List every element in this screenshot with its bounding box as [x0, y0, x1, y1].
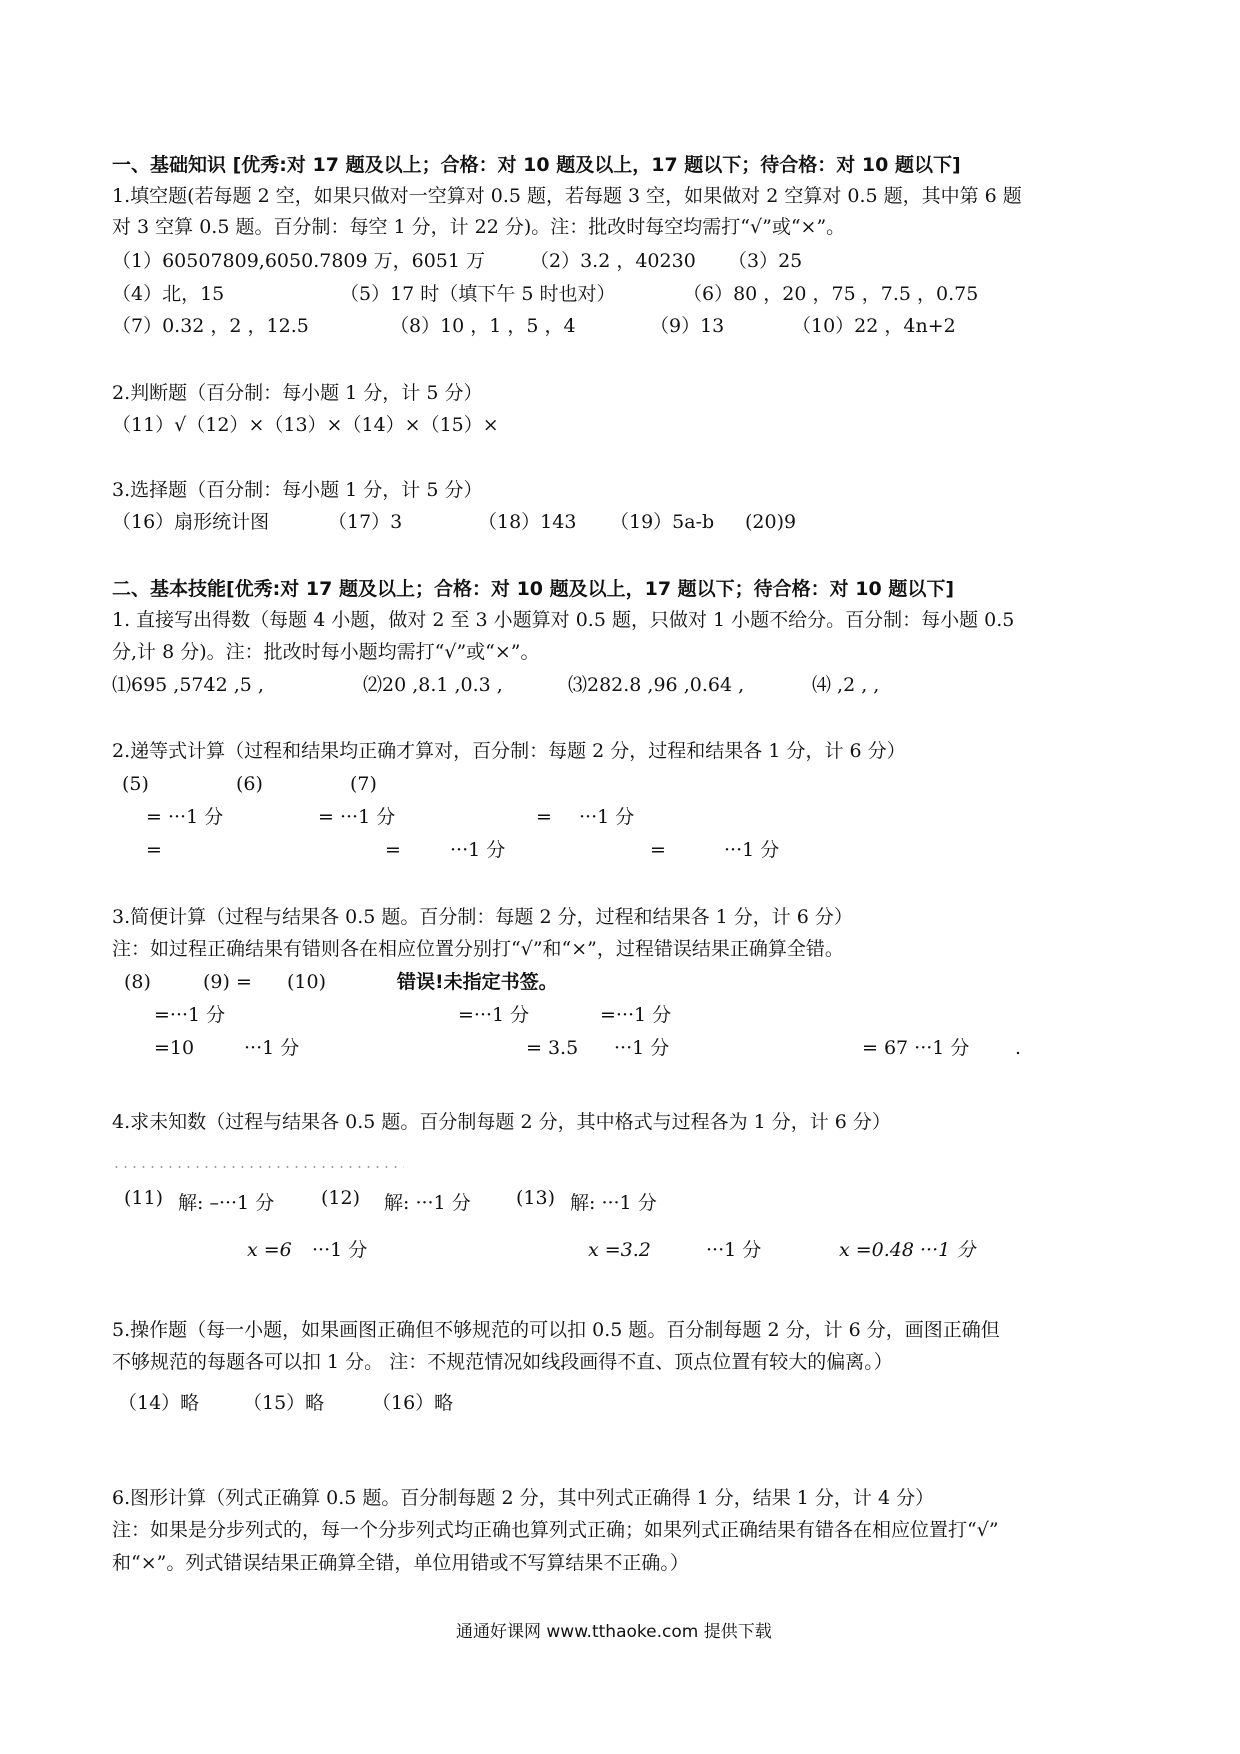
s2-q4-solution-13: 解: ···1 分 [570, 1192, 657, 1214]
s2-q4-result-11-points: ···1 分 [312, 1239, 368, 1261]
s2-q5-answer-15: （15）略 [243, 1392, 325, 1414]
s2-q2-row1-a: = ···1 分 [146, 806, 224, 828]
s2-q1-heading-line1: 1. 直接写出得数（每题 4 小题，做对 2 至 3 小题算对 0.5 题，只做对 1 小题不给分。百分制：每小题 0.5 [112, 609, 1015, 631]
dotted-line [112, 1166, 404, 1168]
s2-q2-row1-b: = ···1 分 [318, 806, 396, 828]
s2-q2-row2-c-eq: = [650, 839, 666, 861]
s2-q4-result-12: x =3.2 [588, 1239, 651, 1261]
q1-answer-5: （5）17 时（填下午 5 时也对） [340, 283, 616, 305]
q3-heading: 3.选择题（百分制：每小题 1 分，计 5 分） [112, 479, 483, 501]
s2-q3-row1-b: =···1 分 [458, 1004, 530, 1026]
q1-answer-8: （8）10 ，1 ，5 ，4 [390, 315, 576, 337]
s2-q2-label-7: (7) [350, 773, 377, 795]
s2-q3-row2-a: =10 [154, 1037, 195, 1059]
s2-q2-row1-c: ···1 分 [579, 806, 635, 828]
s2-q1-answer-2: ⑵20 ,8.1 ,0.3 , [363, 674, 503, 696]
q1-answer-4: （4）北，15 [112, 283, 225, 305]
s2-q4-solution-11: 解: –···1 分 [178, 1192, 275, 1214]
s2-q3-row2-b-points: ···1 分 [614, 1037, 670, 1059]
s2-q4-result-13: x =0.48 ···1 分 [839, 1239, 976, 1261]
q3-answer-19: （19）5a-b [610, 511, 715, 533]
s2-q4-label-13: (13) [516, 1187, 556, 1209]
q1-answer-7: （7）0.32 ，2 ，12.5 [112, 315, 309, 337]
s2-q3-label-10: (10) [287, 971, 327, 993]
s2-q2-row2-b: ···1 分 [450, 839, 506, 861]
q1-answer-1: （1）60507809,6050.7809 万，6051 万 [112, 250, 486, 272]
s2-q1-answer-1: ⑴695 ,5742 ,5 , [112, 674, 264, 696]
q1-answer-10: （10）22 ，4n+2 [792, 315, 956, 337]
s2-q2-label-6: (6) [236, 773, 263, 795]
s2-q3-row1-c: =···1 分 [600, 1004, 672, 1026]
s2-q5-answer-16: （16）略 [372, 1392, 454, 1414]
s2-q2-label-5: (5) [122, 773, 149, 795]
s2-q1-answer-4: ⑷ ,2 , , [812, 674, 880, 696]
s2-q1-heading-line2: 分,计 8 分)。注：批改时每小题均需打“√”或“×”。 [112, 641, 540, 663]
q3-answer-16: （16）扇形统计图 [112, 511, 270, 533]
q1-heading-line1: 1.填空题(若每题 2 空，如果只做对一空算对 0.5 题，若每题 3 空，如果做对 2 空算对 0.5 题，其中第 6 题 [112, 185, 1022, 207]
s2-q4-label-12: (12) [321, 1187, 361, 1209]
q3-answer-18: （18）143 [478, 511, 577, 533]
section-2-title: 二、基本技能[优秀:对 17 题及以上；合格：对 10 题及以上，17 题以下；待合格：对 10 题以下] [112, 578, 955, 600]
section-1-title: 一、基础知识 [优秀:对 17 题及以上；合格：对 10 题及以上，17 题以下；待合格：对 10 题以下] [112, 154, 961, 176]
s2-q5-heading-line2: 不够规范的每题各可以扣 1 分。 注：不规范情况如线段画得不直、顶点位置有较大的偏离。） [112, 1351, 893, 1373]
s2-q3-label-9: (9) = [203, 971, 252, 993]
s2-q4-result-12-points: ···1 分 [706, 1239, 762, 1261]
q2-heading: 2.判断题（百分制：每小题 1 分，计 5 分） [112, 382, 483, 404]
s2-q3-error-text: 错误!未指定书签。 [397, 971, 558, 993]
s2-q2-row2-a: = [146, 839, 162, 861]
s2-q4-label-11: (11) [124, 1187, 164, 1209]
s2-q4-heading: 4.求未知数（过程与结果各 0.5 题。百分制每题 2 分，其中格式与过程各为 1 分，计 6 分） [112, 1111, 891, 1133]
s2-q3-heading: 3.简便计算（过程与结果各 0.5 题。百分制：每题 2 分，过程和结果各 1 分，计 6 分） [112, 906, 853, 928]
s2-q3-label-8: (8) [124, 971, 151, 993]
s2-q3-row2-a-points: ···1 分 [244, 1037, 300, 1059]
s2-q4-solution-12: 解: ···1 分 [384, 1192, 471, 1214]
q1-answer-3: （3）25 [728, 250, 803, 272]
q1-answer-2: （2）3.2 ，40230 [530, 250, 696, 272]
s2-q5-answer-14: （14）略 [118, 1392, 200, 1414]
s2-q5-heading-line1: 5.操作题（每一小题，如果画图正确但不够规范的可以扣 0.5 题。百分制每题 2 分，计 6 分，画图正确但 [112, 1319, 1000, 1341]
s2-q2-row2-b-eq: = [385, 839, 401, 861]
s2-q6-note-line1: 注：如果是分步列式的，每一个分步列式均正确也算列式正确；如果列式正确结果有错各在相应位置打“√” [112, 1519, 999, 1541]
footer-credit: 通通好课网 www.tthaoke.com 提供下载 [456, 1622, 772, 1642]
s2-q3-row2-b: = 3.5 [526, 1037, 579, 1059]
q1-answer-9: （9）13 [650, 315, 725, 337]
q1-heading-line2: 对 3 空算 0.5 题。百分制：每空 1 分，计 22 分)。注：批改时每空均需打“√”或“×”。 [112, 216, 846, 238]
s2-q3-row2-c: = 67 ···1 分 [862, 1037, 970, 1059]
s2-q4-result-11: x =6 [247, 1239, 292, 1261]
s2-q3-stray-dot: . [1015, 1037, 1022, 1059]
s2-q2-row1-c-eq: = [536, 806, 552, 828]
s2-q1-answer-3: ⑶282.8 ,96 ,0.64 , [568, 674, 745, 696]
q3-answer-20: (20)9 [745, 511, 797, 533]
s2-q2-heading: 2.递等式计算（过程和结果均正确才算对，百分制：每题 2 分，过程和结果各 1 分，计 6 分） [112, 740, 906, 762]
q3-answer-17: （17）3 [328, 511, 403, 533]
s2-q2-row2-c: ···1 分 [724, 839, 780, 861]
s2-q3-note: 注：如过程正确结果有错则各在相应位置分别打“√”和“×”，过程错误结果正确算全错。 [112, 938, 844, 960]
s2-q3-row1-a: =···1 分 [154, 1004, 226, 1026]
s2-q6-note-line2: 和“×”。列式错误结果正确算全错，单位用错或不写算结果不正确。） [112, 1552, 689, 1574]
s2-q6-heading: 6.图形计算（列式正确算 0.5 题。百分制每题 2 分，其中列式正确得 1 分，结果 1 分，计 4 分） [112, 1487, 935, 1509]
q2-answers: （11）√（12）×（13）×（14）×（15）× [112, 414, 499, 436]
q1-answer-6: （6）80 ，20 ，75 ，7.5 ，0.75 [683, 283, 979, 305]
